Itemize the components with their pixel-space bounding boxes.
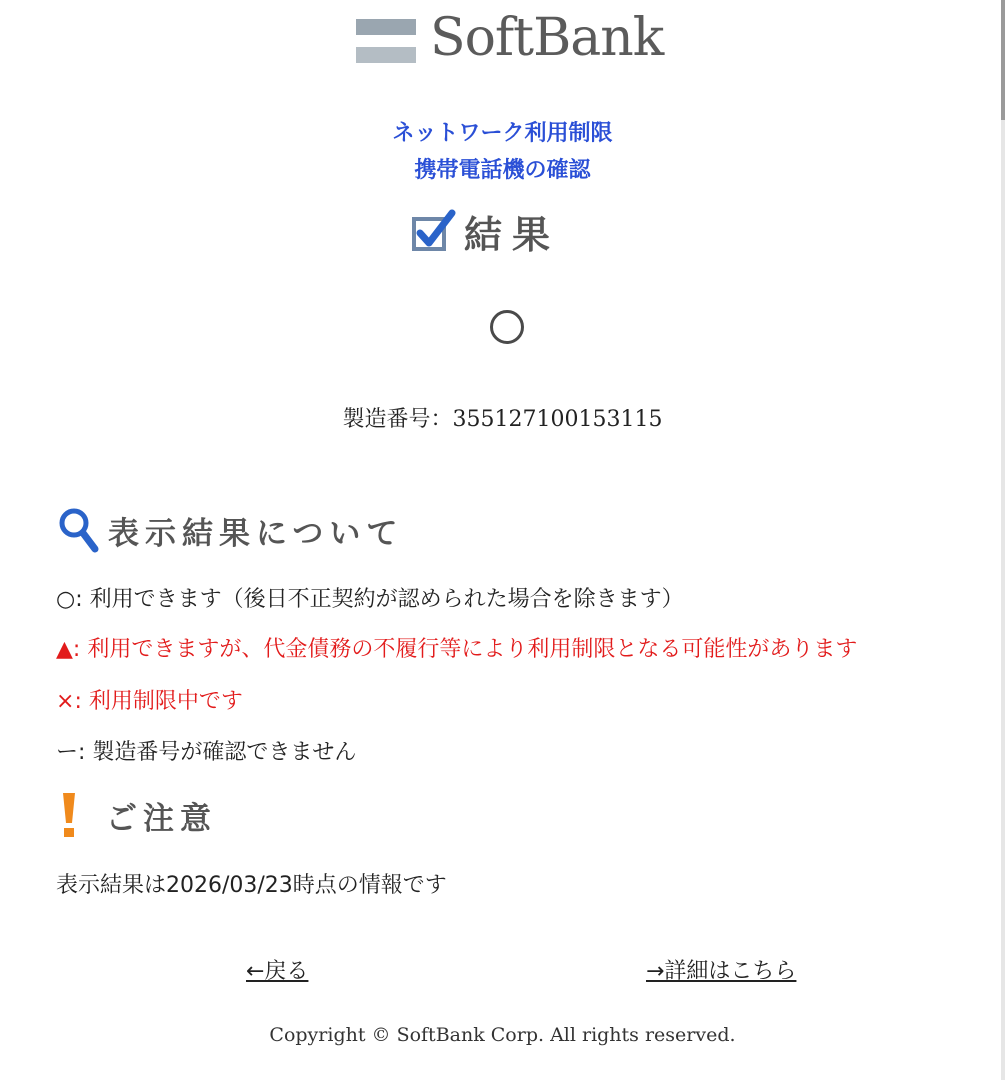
logo-bars-icon [356, 19, 416, 65]
legend-symbol: ○ [56, 587, 76, 612]
page-title-line2: 携帯電話機の確認 [414, 158, 591, 183]
serial-number-row [0, 402, 1005, 433]
legend-text: : 利用制限中です [74, 689, 243, 714]
legend-symbol: × [56, 689, 75, 714]
exclamation-icon [58, 791, 80, 839]
result-heading [412, 208, 561, 257]
info-date-text: 表示結果は2026/03/23時点の情報です [56, 873, 447, 898]
serial-number: 355127100153115 [452, 407, 663, 432]
legend-item-unknown [56, 735, 356, 766]
legend-item-warning [56, 632, 857, 663]
copyright-text: Copyright © SoftBank Corp. All rights reserved. [269, 1024, 736, 1046]
checkbox-checked-icon [412, 209, 456, 253]
search-icon [58, 506, 100, 554]
legend-text: : 利用できますが、代金債務の不履行等により利用制限となる可能性があります [72, 637, 858, 662]
legend-symbol: ー [56, 740, 79, 765]
legend-text: : 利用できます（後日不正契約が認められた場合を除きます） [75, 587, 684, 612]
logo-bar-top [356, 19, 416, 35]
legend-item-restricted [56, 684, 243, 715]
details-link[interactable]: →詳細はこちら [646, 959, 797, 984]
notice-label: ご注意 [106, 800, 217, 837]
legend-item-ok [56, 582, 684, 613]
logo-text: SoftBank [430, 8, 664, 68]
result-label: 結果 [464, 212, 561, 257]
legend-symbol: ▲ [56, 637, 73, 662]
legend-text: : 製造番号が確認できません [78, 740, 357, 765]
scrollbar-thumb[interactable] [1001, 0, 1005, 120]
notice-heading [58, 790, 217, 840]
back-link[interactable]: ←戻る [246, 959, 309, 984]
page-title-line1: ネットワーク利用制限 [392, 121, 613, 146]
logo-bar-bottom [356, 47, 416, 63]
about-results-heading [58, 505, 403, 555]
status-ok-circle-icon [490, 310, 524, 344]
softbank-logo [354, 8, 664, 72]
about-results-label: 表示結果について [108, 515, 404, 552]
serial-label: 製造番号： [342, 407, 453, 432]
